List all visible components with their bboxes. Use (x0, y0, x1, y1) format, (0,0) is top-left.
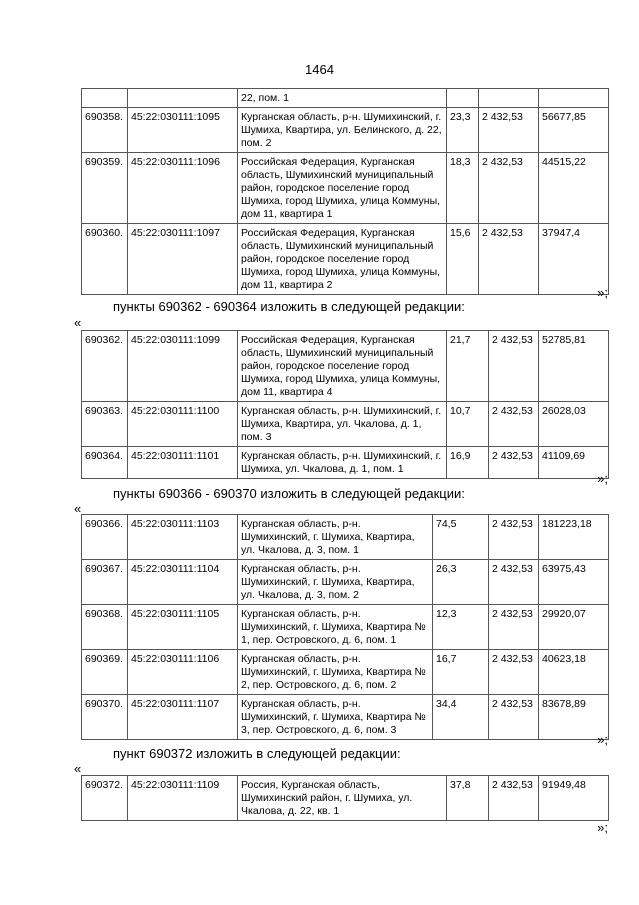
cadastral-number: 45:22:030111:1103 (128, 515, 238, 560)
table-row (82, 224, 609, 295)
closing-quote: »; (597, 471, 608, 486)
table-row (82, 331, 609, 402)
total-value: 37947,4 (539, 224, 609, 295)
cadastral-number: 45:22:030111:1107 (128, 695, 238, 740)
unit-price: 2 432,53 (489, 650, 539, 695)
cadastral-number: 45:22:030111:1106 (128, 650, 238, 695)
area: 18,3 (447, 153, 479, 224)
unit-price (479, 89, 539, 108)
area: 74,5 (433, 515, 489, 560)
row-number: 690366. (82, 515, 128, 560)
cadastral-number: 45:22:030111:1100 (128, 402, 238, 447)
address: 22, пом. 1 (238, 89, 447, 108)
address: Россия, Курганская область, Шумихинский район, г. Шумиха, ул. Чкалова, д. 22, кв. 1 (238, 776, 447, 821)
registry-table-continued (81, 88, 609, 295)
address: Российская Федерация, Курганская область, Шумихинский муниципальный район, городское поселение город Шумиха, город Шумиха, улица Коммуны, дом 11, квартира 1 (238, 153, 447, 224)
unit-price: 2 432,53 (489, 776, 539, 821)
table-row (82, 402, 609, 447)
address: Российская Федерация, Курганская область, Шумихинский муниципальный район, городское поселение город Шумиха, город Шумиха, улица Коммуны, дом 11, квартира 4 (238, 331, 447, 402)
area: 12,3 (433, 605, 489, 650)
unit-price: 2 432,53 (489, 695, 539, 740)
total-value: 91949,48 (539, 776, 609, 821)
row-number: 690362. (82, 331, 128, 402)
cadastral-number: 45:22:030111:1109 (128, 776, 238, 821)
row-number: 690372. (82, 776, 128, 821)
unit-price: 2 432,53 (489, 331, 539, 402)
row-number: 690368. (82, 605, 128, 650)
row-number (82, 89, 128, 108)
page-number: 1464 (305, 62, 334, 77)
unit-price: 2 432,53 (489, 447, 539, 479)
area: 26,3 (433, 560, 489, 605)
cadastral-number: 45:22:030111:1099 (128, 331, 238, 402)
row-number: 690360. (82, 224, 128, 295)
row-number: 690370. (82, 695, 128, 740)
cadastral-number: 45:22:030111:1105 (128, 605, 238, 650)
total-value: 63975,43 (539, 560, 609, 605)
cadastral-number: 45:22:030111:1097 (128, 224, 238, 295)
area: 21,7 (447, 331, 489, 402)
table-row (82, 153, 609, 224)
registry-table (81, 775, 609, 821)
total-value: 29920,07 (539, 605, 609, 650)
amendment-paragraph: пункты 690366 - 690370 изложить в следующей редакции: (113, 486, 465, 501)
area: 23,3 (447, 108, 479, 153)
table-row (82, 650, 609, 695)
registry-table (81, 514, 609, 740)
cadastral-number: 45:22:030111:1101 (128, 447, 238, 479)
address: Курганская область, р-н. Шумихинский, г. Шумиха, ул. Чкалова, д. 1, пом. 1 (238, 447, 447, 479)
closing-quote: »; (597, 285, 608, 300)
address: Курганская область, р-н. Шумихинский, г. Шумиха, Квартира, ул. Чкалова, д. 1, пом. 3 (238, 402, 447, 447)
registry-table (81, 330, 609, 479)
address: Курганская область, р-н. Шумихинский, г. Шумиха, Квартира, ул. Чкалова, д. 3, пом. 1 (238, 515, 433, 560)
cadastral-number (128, 89, 238, 108)
amendment-paragraph: пункты 690362 - 690364 изложить в следующей редакции: (113, 299, 465, 314)
area: 16,9 (447, 447, 489, 479)
total-value: 83678,89 (539, 695, 609, 740)
address: Курганская область, р-н. Шумихинский, г. Шумиха, Квартира № 2, пер. Островского, д. 6, пом. 2 (238, 650, 433, 695)
table-row (82, 776, 609, 821)
closing-quote: »; (597, 732, 608, 747)
total-value: 41109,69 (539, 447, 609, 479)
address: Курганская область, р-н. Шумихинский, г. Шумиха, Квартира, ул. Чкалова, д. 3, пом. 2 (238, 560, 433, 605)
table-row (82, 695, 609, 740)
opening-quote: « (74, 501, 82, 516)
unit-price: 2 432,53 (489, 515, 539, 560)
row-number: 690359. (82, 153, 128, 224)
area: 10,7 (447, 402, 489, 447)
row-number: 690363. (82, 402, 128, 447)
unit-price: 2 432,53 (479, 224, 539, 295)
total-value: 52785,81 (539, 331, 609, 402)
amendment-paragraph: пункт 690372 изложить в следующей редакции: (113, 746, 401, 761)
total-value: 40623,18 (539, 650, 609, 695)
cadastral-number: 45:22:030111:1104 (128, 560, 238, 605)
unit-price: 2 432,53 (479, 108, 539, 153)
unit-price: 2 432,53 (479, 153, 539, 224)
area: 34,4 (433, 695, 489, 740)
cadastral-number: 45:22:030111:1095 (128, 108, 238, 153)
address: Российская Федерация, Курганская область, Шумихинский муниципальный район, городское поселение город Шумиха, город Шумиха, улица Коммуны, дом 11, квартира 2 (238, 224, 447, 295)
table-row (82, 108, 609, 153)
row-number: 690367. (82, 560, 128, 605)
table-row (82, 605, 609, 650)
address: Курганская область, р-н. Шумихинский, г. Шумиха, Квартира № 3, пер. Островского, д. 6, пом. 3 (238, 695, 433, 740)
total-value: 26028,03 (539, 402, 609, 447)
unit-price: 2 432,53 (489, 560, 539, 605)
table-row (82, 89, 609, 108)
total-value: 181223,18 (539, 515, 609, 560)
closing-quote: »; (597, 820, 608, 835)
table-row (82, 515, 609, 560)
opening-quote: « (74, 315, 82, 330)
row-number: 690364. (82, 447, 128, 479)
unit-price: 2 432,53 (489, 402, 539, 447)
area: 16,7 (433, 650, 489, 695)
unit-price: 2 432,53 (489, 605, 539, 650)
area (447, 89, 479, 108)
row-number: 690358. (82, 108, 128, 153)
address: Курганская область, р-н. Шумихинский, г. Шумиха, Квартира, ул. Белинского, д. 22, пом. 2 (238, 108, 447, 153)
opening-quote: « (74, 761, 82, 776)
total-value: 56677,85 (539, 108, 609, 153)
row-number: 690369. (82, 650, 128, 695)
cadastral-number: 45:22:030111:1096 (128, 153, 238, 224)
address: Курганская область, р-н. Шумихинский, г. Шумиха, Квартира № 1, пер. Островского, д. 6, пом. 1 (238, 605, 433, 650)
table-row (82, 447, 609, 479)
table-row (82, 560, 609, 605)
area: 15,6 (447, 224, 479, 295)
total-value (539, 89, 609, 108)
area: 37,8 (447, 776, 489, 821)
total-value: 44515,22 (539, 153, 609, 224)
